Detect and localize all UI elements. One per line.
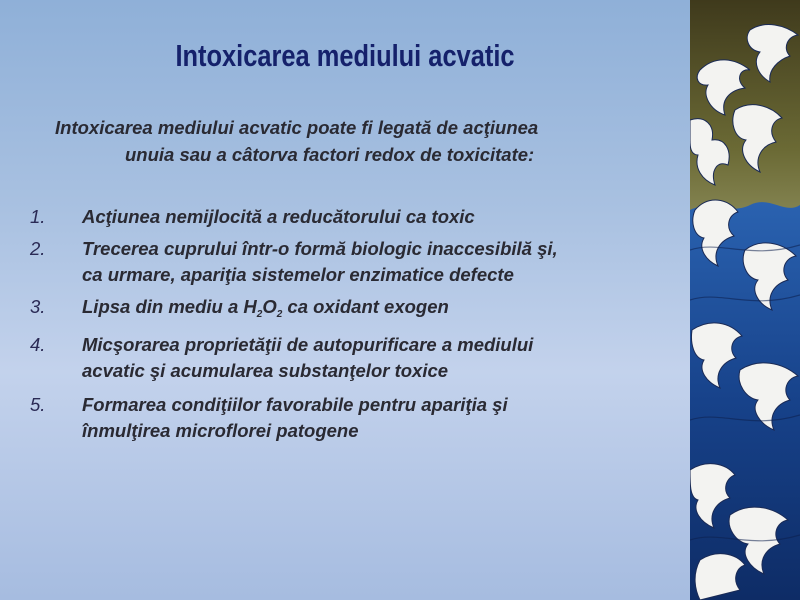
list-text (82, 332, 682, 384)
list-number: 2. (30, 238, 46, 259)
list-text-mid: O (262, 296, 277, 317)
list-text-pre: Lipsa din mediu a H (82, 296, 257, 317)
slide-title: Intoxicarea mediului acvatic (175, 38, 515, 73)
wave-illustration (690, 0, 800, 600)
subscript-2: 2 (256, 309, 263, 320)
list-number: 3. (30, 296, 46, 317)
list-text: Acţiunea nemijlocită a reducătorului ca toxic (82, 206, 475, 227)
intro-line-2: unuia sau a câtorva factori redox de toxicitate: (125, 144, 535, 165)
intro-line-1: Intoxicarea mediului acvatic poate fi legată de acţiunea (55, 117, 539, 138)
intro-text (55, 114, 675, 168)
list-text (82, 294, 682, 320)
list-text-line-1: Formarea condiţiilor favorabile pentru apariţia şi (82, 394, 508, 415)
list-text-post: ca oxidant exogen (282, 296, 449, 317)
list-text-line-1: Micşorarea proprietăţii de autopurificare a mediului (82, 334, 534, 355)
list-number: 5. (30, 394, 46, 415)
list-text-line-2: înmulţirea microflorei patogene (82, 420, 359, 441)
list-text (82, 392, 682, 444)
list-text-line-2: ca urmare, apariţia sistemelor enzimatice defecte (82, 264, 514, 285)
list-number: 1. (30, 206, 46, 227)
list-text (82, 236, 682, 288)
subscript-2b: 2 (276, 309, 283, 320)
list-number: 4. (30, 334, 46, 355)
list-text-line-1: Trecerea cuprului într-o formă biologic inaccesibilă şi, (82, 238, 558, 259)
list-text-line-2: acvatic şi acumularea substanţelor toxice (82, 360, 449, 381)
